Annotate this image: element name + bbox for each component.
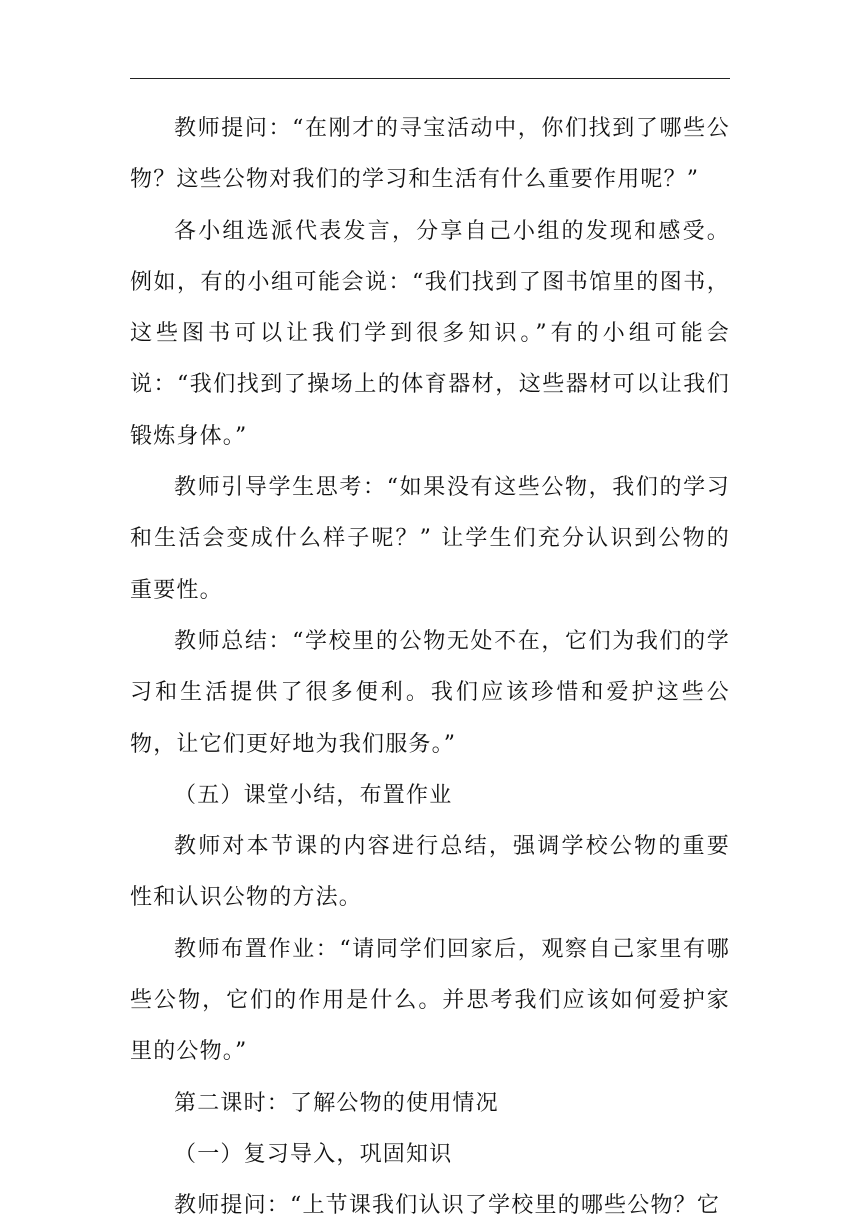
section-heading-review: （一）复习导入，巩固知识	[174, 1141, 453, 1167]
paragraph-review-question: 教师提问：“上节课我们认识了学校里的哪些公物？它	[174, 1193, 721, 1219]
paragraph-teacher-guidance: 教师引导学生思考：“如果没有这些公物，我们的学习和生活会变成什么样子呢？” 让学生们充分认识到公物的重要性。	[130, 475, 730, 603]
section-heading-summary-homework: （五）课堂小结，布置作业	[174, 782, 453, 808]
paragraph-teacher-summary: 教师总结：“学校里的公物无处不在，它们为我们的学习和生活提供了很多便利。我们应该珍惜和爱护这些公物，让它们更好地为我们服务。”	[130, 628, 730, 757]
paragraph-group-sharing: 各小组选派代表发言，分享自己小组的发现和感受。例如，有的小组可能会说：“我们找到了图书馆里的图书，这些图书可以让我们学到很多知识。”有的小组可能会说：“我们找到了操场上的体育器材，这些器材可以让我们锻炼身体。”	[130, 218, 730, 449]
document-body	[130, 103, 730, 1232]
lesson-two-title: 第二课时：了解公物的使用情况	[174, 1090, 499, 1116]
header-rule	[130, 78, 730, 79]
paragraph-teacher-question: 教师提问：“在刚才的寻宝活动中，你们找到了哪些公物？这些公物对我们的学习和生活有什么重要作用呢？”	[130, 116, 730, 193]
paragraph-homework: 教师布置作业：“请同学们回家后，观察自己家里有哪些公物，它们的作用是什么。并思考我们应该如何爱护家里的公物。”	[130, 936, 730, 1065]
paragraph-lesson-summary: 教师对本节课的内容进行总结，强调学校公物的重要性和认识公物的方法。	[130, 834, 730, 911]
